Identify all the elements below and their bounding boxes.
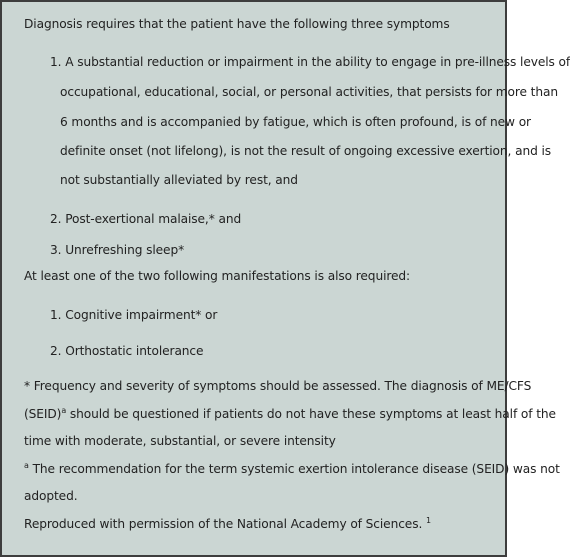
additional-item-1: 1. Cognitive impairment* or xyxy=(50,308,218,322)
required-item-1-line-2: occupational, educational, social, or personal activities, that persists for more than xyxy=(60,85,558,99)
footnote-star-line-2-post: should be questioned if patients do not have these symptoms at least half of the xyxy=(66,407,556,421)
footnote-star-line-3: time with moderate, substantial, or severe intensity xyxy=(24,434,336,448)
footnote-star-line-2-pre: (SEID) xyxy=(24,407,62,421)
footnote-a-line-2: adopted. xyxy=(24,489,78,503)
required-item-1-line-4: definite onset (not lifelong), is not the result of ongoing excessive exertion, and is xyxy=(60,144,552,158)
footnote-a-line-1-text: The recommendation for the term systemic exertion intolerance disease (SEID) was not xyxy=(28,462,560,476)
required-item-3: 3. Unrefreshing sleep* xyxy=(50,243,185,257)
required-item-1-line-1: 1. A substantial reduction or impairment in the ability to engage in pre-illness levels of xyxy=(50,55,570,69)
reference-marker: 1 xyxy=(426,516,431,525)
footnote-star-line-2 xyxy=(24,406,556,422)
intro-text: Diagnosis requires that the patient have the following three symptoms xyxy=(24,17,450,31)
footnote-a-sup: a xyxy=(24,461,29,470)
footnote-a-line-1 xyxy=(24,461,560,477)
required-item-1-line-5: not substantially alleviated by rest, and xyxy=(60,173,298,187)
footnote-a-marker: a xyxy=(61,406,67,415)
required-item-1-line-3: 6 months and is accompanied by fatigue, which is often profound, is of new or xyxy=(60,115,531,129)
additional-intro-text: At least one of the two following manifestations is also required: xyxy=(24,269,411,283)
reproduced-note xyxy=(24,516,431,532)
footnote-star-line-1: * Frequency and severity of symptoms should be assessed. The diagnosis of ME/CFS xyxy=(24,379,532,393)
additional-item-2: 2. Orthostatic intolerance xyxy=(50,344,204,358)
required-item-2: 2. Post-exertional malaise,* and xyxy=(50,212,242,226)
reproduced-text: Reproduced with permission of the National Academy of Sciences. xyxy=(24,517,426,531)
